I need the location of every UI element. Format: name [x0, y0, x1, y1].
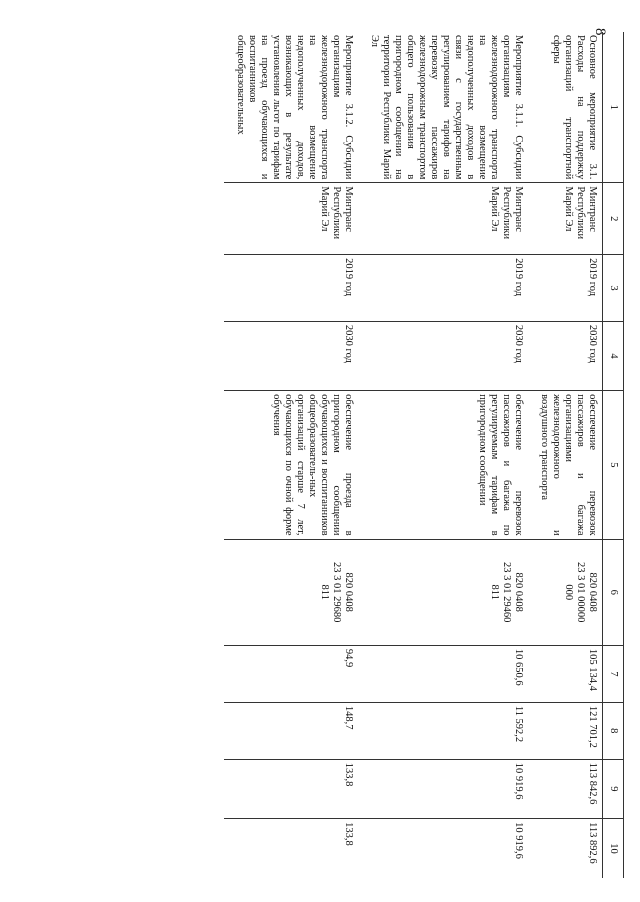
responsible-executor: Минтранс Республики Марий Эл: [358, 183, 528, 255]
amount-col9: 10 919,6: [358, 759, 528, 818]
expected-result: обеспечение перевозок пассажиров и багажа организациями железнодорожного и воздушного транспорта: [528, 391, 603, 539]
column-number: 9: [603, 759, 624, 818]
page-number: 8: [592, 28, 608, 36]
amount-col8: 148,7: [224, 702, 358, 759]
start-year: 2019 год: [528, 255, 603, 322]
column-number-row: [603, 32, 624, 878]
end-year: 2030 год: [528, 321, 603, 390]
amount-col10: 133,8: [343, 822, 354, 846]
amount-col7: 94,9: [224, 645, 358, 702]
budget-code: 820 0408 23 3 01 29460 811: [358, 539, 528, 645]
start-year: 2019 год: [224, 255, 358, 322]
column-number: 5: [603, 391, 624, 539]
table-row: [224, 32, 358, 878]
amount-col7: 105 134,4: [528, 645, 603, 702]
column-number: 8: [603, 702, 624, 759]
column-number: 4: [603, 321, 624, 390]
budget-code: 820 0408 23 3 01 00000 000: [528, 539, 603, 645]
measure-name: Основное мероприятие 3.1. Расходы на поддержку организаций транспортной сферы: [528, 32, 603, 183]
amount-col10: 113 892,6: [587, 822, 598, 864]
program-table: [224, 32, 624, 878]
measure-name: Мероприятие 3.1.1. Субсидии организациям железнодорожного транспорта на возмещение недополученных доходов в связи с государственным регулированием тарифов на перевозку пассажиров железнодорожным транспортом общего пользования в пригородном сообщении на территории Республики Марий Эл: [358, 32, 528, 183]
amount-col8: 11 592,2: [358, 702, 528, 759]
column-number: 7: [603, 645, 624, 702]
column-number: 1: [603, 32, 624, 183]
end-year: 2030 год: [358, 321, 528, 390]
amount-col7: 10 650,6: [358, 645, 528, 702]
amount-col8: 121 701,2: [528, 702, 603, 759]
end-year: 2030 год: [224, 321, 358, 390]
table-row: [528, 32, 603, 878]
expected-result: обеспечение проезда в пригородном сообщении обучающихся и воспитанников общеобразователь-ных организаций старше 7 лет, обучающихся по очной форме обучения: [224, 391, 358, 539]
expected-result: обеспечение перевозок пассажиров и багажа по регулируемым тарифам в пригородном сообщении: [358, 391, 528, 539]
amount-col9: 113 842,6: [528, 759, 603, 818]
responsible-executor: Минтранс Республики Марий Эл: [224, 183, 358, 255]
table-row: [358, 32, 528, 878]
amount-col9: 133,8: [224, 759, 358, 818]
rotated-page: [104, 32, 624, 878]
column-number: 6: [603, 539, 624, 645]
amount-col10: 10 919,6: [513, 822, 524, 859]
budget-code: 820 0408 23 3 01 29680 811: [224, 539, 358, 645]
responsible-executor: Минтранс Республики Марий Эл: [528, 183, 603, 255]
column-number: 3: [603, 255, 624, 322]
column-number: 10: [603, 819, 624, 878]
measure-name: Мероприятие 3.1.2. Субсидии организациям железнодорожного транспорта на возмещение недополученных доходов, возникающих в результате установления льгот по тарифам на проезд обучающихся и воспитанников общеобразовательных: [224, 32, 358, 183]
start-year: 2019 год: [358, 255, 528, 322]
column-number: 2: [603, 183, 624, 255]
